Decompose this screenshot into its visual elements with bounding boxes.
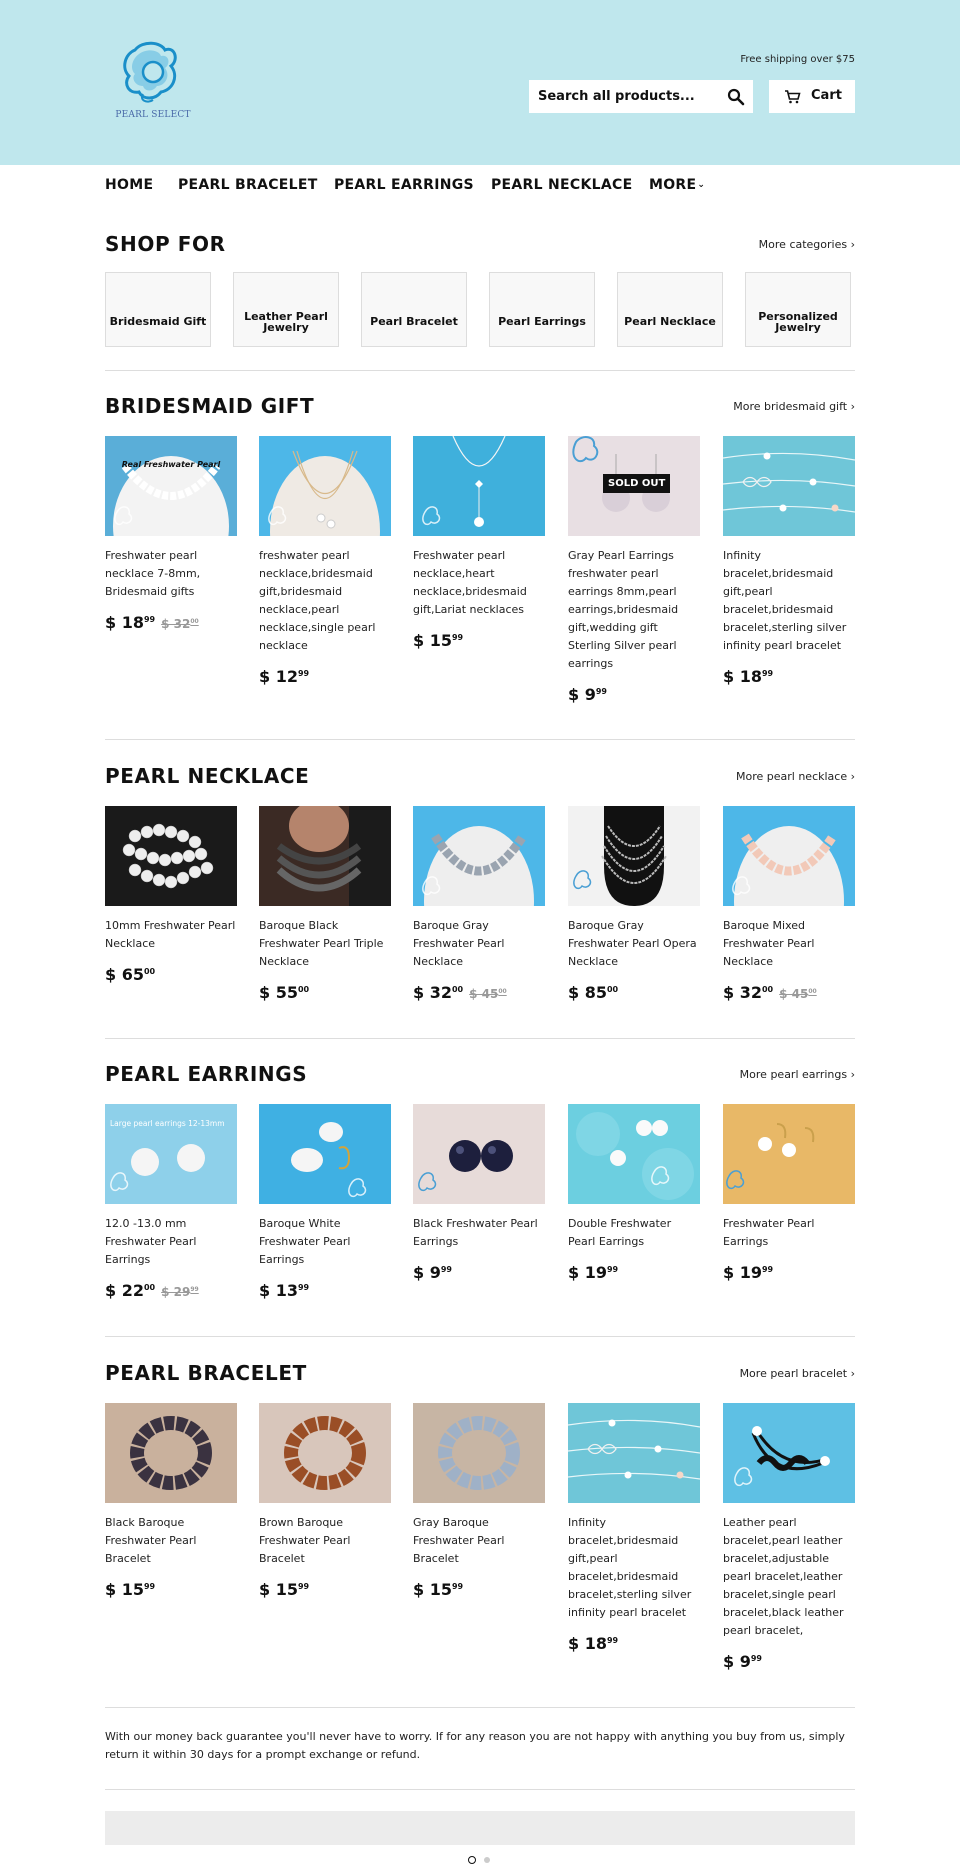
price-dollars: $ 15 xyxy=(413,1580,452,1599)
divider xyxy=(105,1038,855,1039)
product-name[interactable]: Baroque Mixed Freshwater Pearl Necklace xyxy=(723,919,815,968)
sold-out-badge: SOLD OUT xyxy=(603,474,670,493)
category-leather-pearl-jewelry[interactable]: Leather Pearl Jewelry xyxy=(233,272,339,347)
product-image[interactable] xyxy=(568,436,700,536)
price-cents: 99 xyxy=(750,1654,762,1663)
product-name[interactable]: Baroque White Freshwater Pearl Earrings xyxy=(259,1217,351,1266)
category-pearl-bracelet[interactable]: Pearl Bracelet xyxy=(361,272,467,347)
compare-price xyxy=(469,987,507,1001)
product-name[interactable]: Infinity bracelet,bridesmaid gift,pearl bracelet,bridesmaid bracelet,sterling silver infinity pearl bracelet xyxy=(568,1516,692,1619)
product-price xyxy=(105,1580,155,1599)
product-image[interactable] xyxy=(105,806,237,906)
price-cents: 99 xyxy=(143,1582,156,1591)
divider xyxy=(105,1336,855,1337)
price-cents: 99 xyxy=(606,1636,619,1645)
nav-home[interactable]: HOME xyxy=(105,177,154,193)
price-cents: 99 xyxy=(451,1582,464,1591)
product-price xyxy=(259,983,309,1002)
divider xyxy=(105,370,855,371)
search-icon[interactable] xyxy=(727,88,745,106)
price-cents: 99 xyxy=(297,1283,310,1292)
nav-pearl-bracelet[interactable]: PEARL BRACELET xyxy=(178,177,318,193)
price-cents: 99 xyxy=(143,615,156,624)
product-name[interactable]: Freshwater Pearl Earrings xyxy=(723,1217,815,1248)
slideshow-dot[interactable] xyxy=(484,1857,490,1863)
product-image[interactable] xyxy=(105,436,237,536)
compare-cents: 00 xyxy=(498,988,507,995)
product-image[interactable] xyxy=(723,1104,855,1204)
category-bridesmaid-gift[interactable]: Bridesmaid Gift xyxy=(105,272,211,347)
price-dollars: $ 12 xyxy=(259,667,298,686)
product-image[interactable] xyxy=(105,1104,237,1204)
price-cents: 99 xyxy=(606,1265,619,1274)
product-name[interactable]: Black Baroque Freshwater Pearl Bracelet xyxy=(105,1516,197,1565)
product-name[interactable]: Double Freshwater Pearl Earrings xyxy=(568,1217,672,1248)
search-placeholder: Search all products... xyxy=(538,89,695,104)
more-pearl-bracelet-link[interactable]: More pearl bracelet › xyxy=(739,1367,855,1380)
cart-button[interactable] xyxy=(769,80,855,113)
product-price xyxy=(413,1580,463,1599)
price-dollars: $ 18 xyxy=(723,667,762,686)
compare-price xyxy=(779,987,817,1001)
price-dollars: $ 18 xyxy=(105,613,144,632)
product-name[interactable]: Infinity bracelet,bridesmaid gift,pearl bracelet,bridesmaid bracelet,sterling silver infinity pearl bracelet xyxy=(723,549,847,652)
nav-pearl-necklace[interactable]: PEARL NECKLACE xyxy=(491,177,633,193)
price-dollars: $ 15 xyxy=(413,631,452,650)
product-price xyxy=(568,685,607,704)
price-cents: 99 xyxy=(595,687,607,696)
price-dollars: $ 32 xyxy=(723,983,762,1002)
price-cents: 99 xyxy=(297,669,310,678)
shop-for-title: SHOP FOR xyxy=(105,232,226,256)
compare-cents: 99 xyxy=(190,1286,199,1293)
product-name[interactable]: Freshwater pearl necklace,heart necklace,bridesmaid gift,Lariat necklaces xyxy=(413,549,527,616)
product-image[interactable] xyxy=(723,1403,855,1503)
price-dollars: $ 15 xyxy=(105,1580,144,1599)
category-pearl-earrings[interactable]: Pearl Earrings xyxy=(489,272,595,347)
product-price xyxy=(105,613,199,632)
search-input[interactable] xyxy=(529,80,753,113)
product-price xyxy=(259,1281,309,1300)
product-name[interactable]: 10mm Freshwater Pearl Necklace xyxy=(105,919,236,950)
product-image[interactable] xyxy=(413,1104,545,1204)
compare-cents: 00 xyxy=(808,988,817,995)
price-cents: 99 xyxy=(440,1265,452,1274)
product-name[interactable]: Gray Pearl Earrings freshwater pearl earrings 8mm,pearl earrings,bridesmaid gift,wedding gift Sterling Silver pearl earrings xyxy=(568,549,679,670)
product-image[interactable] xyxy=(259,1104,391,1204)
chevron-down-icon: ⌄ xyxy=(697,180,706,190)
product-image[interactable] xyxy=(723,436,855,536)
product-image[interactable] xyxy=(259,806,391,906)
price-cents: 00 xyxy=(761,985,774,994)
price-dollars: $ 65 xyxy=(105,965,144,984)
product-image-caption: Large pearl earrings 12-13mm xyxy=(110,1119,225,1128)
product-price xyxy=(723,1652,762,1671)
product-image[interactable] xyxy=(105,1403,237,1503)
logo-text: PEARL SELECT xyxy=(115,110,191,120)
product-price xyxy=(259,1580,309,1599)
product-price xyxy=(568,983,618,1002)
price-dollars: $ 13 xyxy=(259,1281,298,1300)
product-price xyxy=(723,983,817,1002)
price-dollars: $ 85 xyxy=(568,983,607,1002)
nav-more[interactable] xyxy=(649,177,705,193)
more-pearl-necklace-link[interactable]: More pearl necklace › xyxy=(736,770,855,783)
compare-dollars: $ 32 xyxy=(161,617,191,631)
product-price xyxy=(413,1263,452,1282)
price-dollars: $ 19 xyxy=(568,1263,607,1282)
product-price xyxy=(105,965,155,984)
product-name[interactable]: freshwater pearl necklace,bridesmaid gift,bridesmaid necklace,pearl necklace,single pearl necklace xyxy=(259,549,376,652)
compare-price xyxy=(161,1285,199,1299)
product-name[interactable]: Leather pearl bracelet,pearl leather bracelet,adjustable pearl bracelet,leather bracelet,single pearl bracelet,black leather pearl bracelet, xyxy=(723,1516,844,1637)
price-dollars: $ 32 xyxy=(413,983,452,1002)
product-name[interactable]: Gray Baroque Freshwater Pearl Bracelet xyxy=(413,1516,505,1565)
product-name[interactable]: Freshwater pearl necklace 7-8mm, Bridesmaid gifts xyxy=(105,549,201,598)
store-logo[interactable] xyxy=(113,40,193,125)
divider xyxy=(105,739,855,740)
product-price xyxy=(105,1281,199,1300)
product-name[interactable]: 12.0 -13.0 mm Freshwater Pearl Earrings xyxy=(105,1217,197,1266)
slideshow-dot-active[interactable] xyxy=(468,1856,476,1864)
compare-dollars: $ 45 xyxy=(779,987,809,1001)
product-image[interactable] xyxy=(568,1403,700,1503)
price-dollars: $ 22 xyxy=(105,1281,144,1300)
price-cents: 99 xyxy=(761,669,774,678)
price-cents: 00 xyxy=(451,985,464,994)
product-name[interactable]: Baroque Gray Freshwater Pearl Necklace xyxy=(413,919,505,968)
free-shipping-notice: Free shipping over $75 xyxy=(740,54,855,65)
product-name[interactable]: Baroque Black Freshwater Pearl Triple Necklace xyxy=(259,919,384,968)
product-price xyxy=(413,631,463,650)
pearl-earrings-title: PEARL EARRINGS xyxy=(105,1062,308,1086)
compare-dollars: $ 45 xyxy=(469,987,499,1001)
price-cents: 00 xyxy=(606,985,619,994)
slideshow-banner[interactable] xyxy=(105,1811,855,1845)
product-image[interactable] xyxy=(413,806,545,906)
more-categories-link[interactable]: More categories › xyxy=(758,238,855,251)
product-image[interactable] xyxy=(259,1403,391,1503)
product-price xyxy=(259,667,309,686)
product-image[interactable] xyxy=(568,806,700,906)
compare-price xyxy=(161,617,199,631)
nav-pearl-earrings[interactable]: PEARL EARRINGS xyxy=(334,177,474,193)
pearl-bracelet-title: PEARL BRACELET xyxy=(105,1361,307,1385)
price-dollars: $ 9 xyxy=(413,1263,441,1282)
more-bridesmaid-gift-link[interactable]: More bridesmaid gift › xyxy=(733,400,855,413)
price-dollars: $ 19 xyxy=(723,1263,762,1282)
price-cents: 00 xyxy=(143,967,156,976)
product-image[interactable] xyxy=(259,436,391,536)
price-dollars: $ 9 xyxy=(568,685,596,704)
cart-icon xyxy=(784,90,801,104)
price-cents: 99 xyxy=(297,1582,310,1591)
price-dollars: $ 9 xyxy=(723,1652,751,1671)
pearl-necklace-title: PEARL NECKLACE xyxy=(105,764,310,788)
bridesmaid-gift-title: BRIDESMAID GIFT xyxy=(105,394,315,418)
price-cents: 00 xyxy=(297,985,310,994)
product-image[interactable] xyxy=(413,436,545,536)
product-price xyxy=(723,1263,773,1282)
price-dollars: $ 55 xyxy=(259,983,298,1002)
compare-dollars: $ 29 xyxy=(161,1285,191,1299)
price-cents: 00 xyxy=(143,1283,156,1292)
price-dollars: $ 18 xyxy=(568,1634,607,1653)
pearl-shell-logo-icon xyxy=(113,40,193,110)
product-price xyxy=(568,1634,618,1653)
product-image[interactable] xyxy=(723,806,855,906)
product-name[interactable]: Baroque Gray Freshwater Pearl Opera Necklace xyxy=(568,919,697,968)
product-image[interactable] xyxy=(568,1104,700,1204)
product-name[interactable]: Black Freshwater Pearl Earrings xyxy=(413,1217,538,1248)
price-dollars: $ 15 xyxy=(259,1580,298,1599)
category-personalized-jewelry[interactable]: Personalized Jewelry xyxy=(745,272,851,347)
product-price xyxy=(568,1263,618,1282)
compare-cents: 00 xyxy=(190,618,199,625)
money-back-guarantee-text: With our money back guarantee you'll never have to worry. If for any reason you are not happy with anything you buy from us, simply return it within 30 days for a prompt exchange or refund. xyxy=(105,1730,845,1761)
cart-label: Cart xyxy=(811,88,842,103)
product-price xyxy=(413,983,507,1002)
price-cents: 99 xyxy=(451,633,464,642)
product-image-caption: Real Freshwater Pearl xyxy=(121,460,221,469)
price-cents: 99 xyxy=(761,1265,774,1274)
site-header xyxy=(0,0,960,165)
nav-more-label: MORE xyxy=(649,177,697,193)
divider xyxy=(105,1789,855,1790)
category-pearl-necklace[interactable]: Pearl Necklace xyxy=(617,272,723,347)
product-price xyxy=(723,667,773,686)
divider xyxy=(105,1707,855,1708)
product-image[interactable] xyxy=(413,1403,545,1503)
product-name[interactable]: Brown Baroque Freshwater Pearl Bracelet xyxy=(259,1516,351,1565)
more-pearl-earrings-link[interactable]: More pearl earrings › xyxy=(739,1068,855,1081)
